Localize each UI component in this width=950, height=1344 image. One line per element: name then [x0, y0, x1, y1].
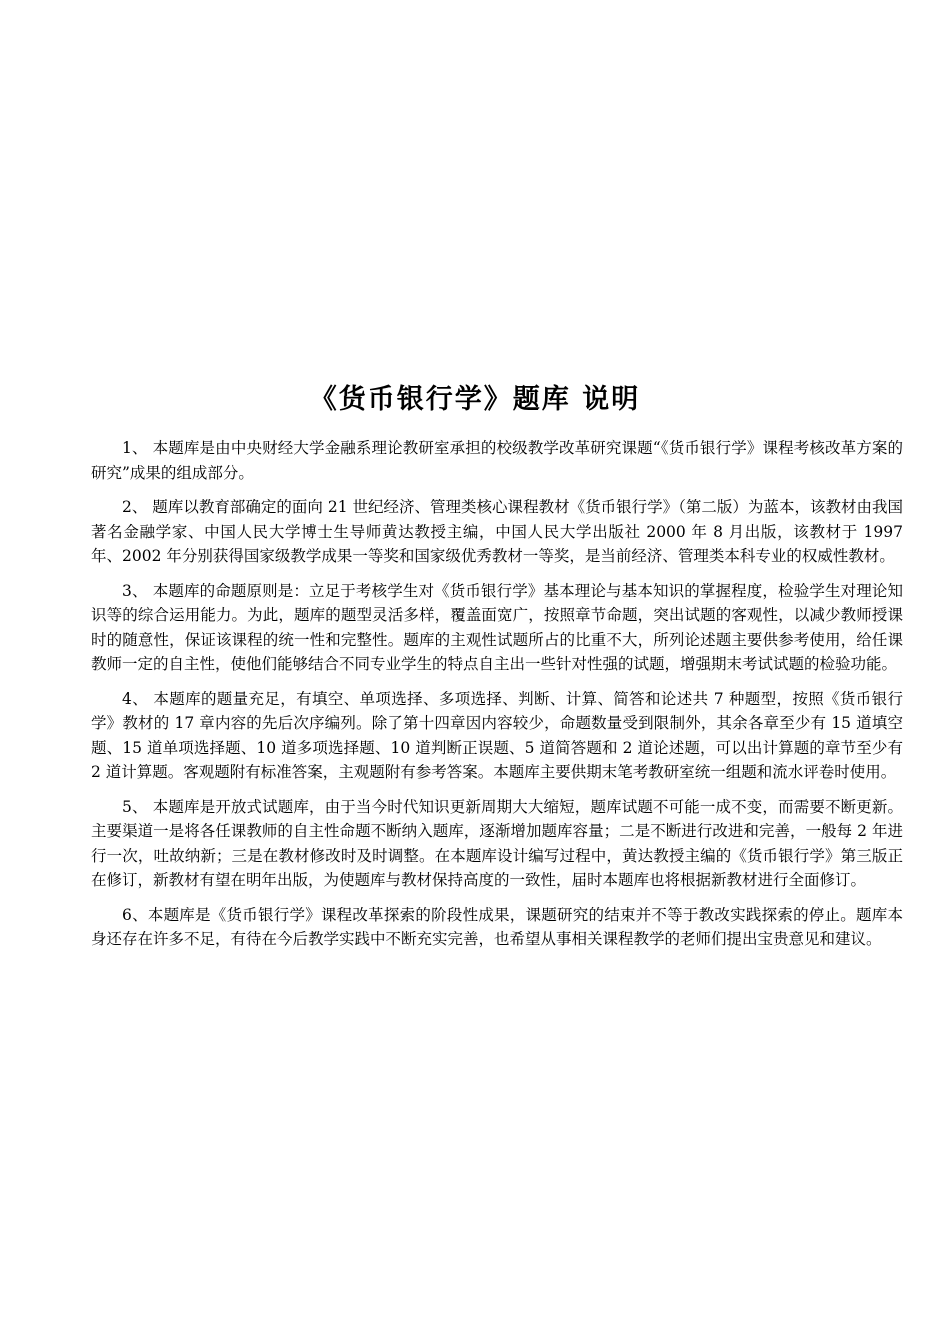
paragraph-1: 1、 本题库是由中央财经大学金融系理论教研室承担的校级教学改革研究课题“《货币银行学》课程考核改革方案的研究”成果的组成部分。: [91, 439, 903, 482]
paragraph-4: 4、 本题库的题量充足，有填空、单项选择、多项选择、判断、计算、简答和论述共 7 种题型，按照《货币银行学》教材的 17 章内容的先后次序编列。除了第十四章因内容较少，命题数量受到限制外，其余各章至少有 15 道填空题、15 道单项选择题、10 道多项选择题、10 道判断正误题、5 道简答题和 2 道论述题，可以出计算题的章节至少有 2 道计算题。客观题附有标准答案，主观题附有参考答案。本题库主要供期末笔考教研室统一组题和流水评卷时使用。: [91, 689, 903, 781]
paragraph-5: 5、 本题库是开放式试题库，由于当今时代知识更新周期大大缩短，题库试题不可能一成不变，而需要不断更新。主要渠道一是将各任课教师的自主性命题不断纳入题库，逐渐增加题库容量；二是不断进行改进和完善，一般每 2 年进行一次，吐故纳新；三是在教材修改时及时调整。在本题库设计编写过程中，黄达教授主编的《货币银行学》第三版正在修订，新教材有望在明年出版，为使题库与教材保持高度的一致性，届时本题库也将根据新教材进行全面修订。: [91, 797, 903, 889]
paragraph-6: 6、本题库是《货币银行学》课程改革探索的阶段性成果，课题研究的结束并不等于教改实践探索的停止。题库本身还存在许多不足，有待在今后教学实践中不断充实完善，也希望从事相关课程教学的老师们提出宝贵意见和建议。: [91, 905, 903, 948]
document-body: [91, 436, 903, 962]
paragraph-2: 2、 题库以教育部确定的面向 21 世纪经济、管理类核心课程教材《货币银行学》（第二版）为蓝本，该教材由我国著名金融学家、中国人民大学博士生导师黄达教授主编，中国人民大学出版社 2000 年 8 月出版，该教材于 1997 年、2002 年分别获得国家级教学成果一等奖和国家级优秀教材一等奖，是当前经济、管理类本科专业的权威性教材。: [91, 498, 903, 565]
document-title: 《货币银行学》题库 说明: [309, 384, 641, 415]
paragraph-3: 3、 本题库的命题原则是：立足于考核学生对《货币银行学》基本理论与基本知识的掌握程度，检验学生对理论知识等的综合运用能力。为此，题库的题型灵活多样，覆盖面宽广，按照章节命题，突出试题的客观性，以减少教师授课时的随意性，保证该课程的统一性和完整性。题库的主观性试题所占的比重不大，所列论述题主要供参考使用，给任课教师一定的自主性，使他们能够结合不同专业学生的特点自主出一些针对性强的试题，增强期末考试试题的检验功能。: [91, 581, 903, 673]
